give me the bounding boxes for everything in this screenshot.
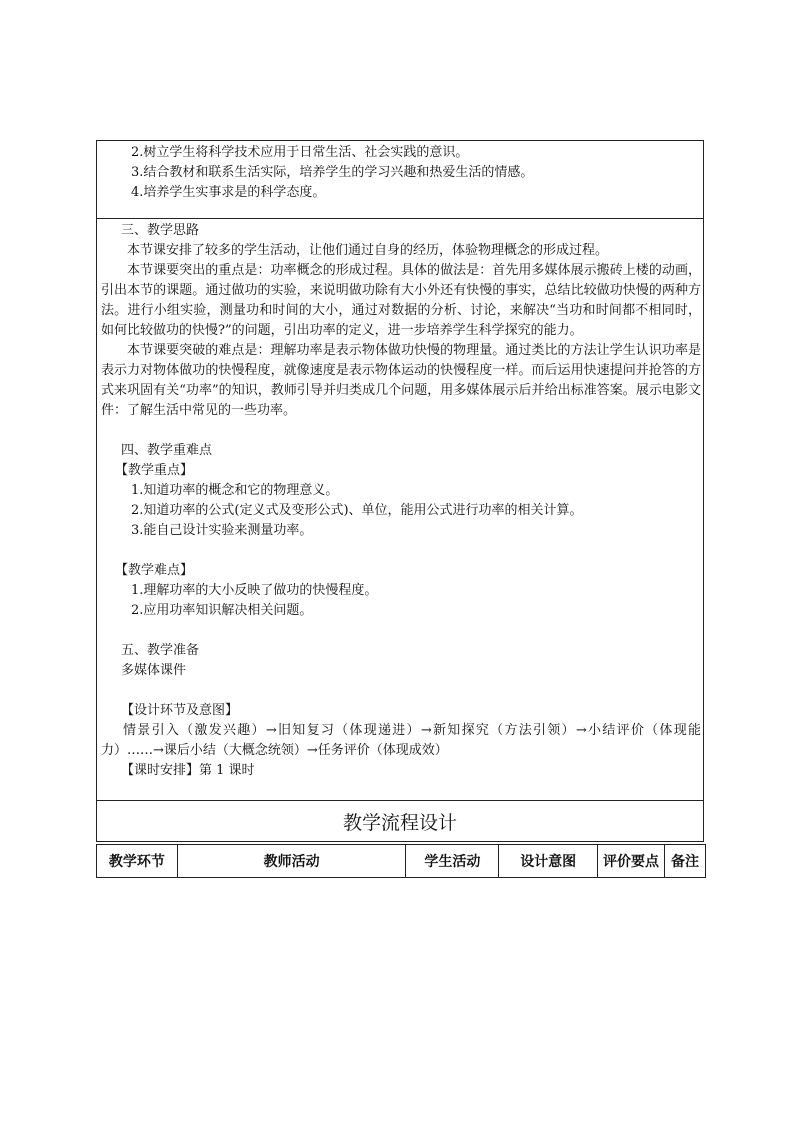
header-notes: 备注: [665, 845, 706, 878]
paragraph: 本节课安排了较多的学生活动，让他们通过自身的经历，体验物理概念的形成过程。: [127, 243, 609, 258]
main-content-cell: [97, 219, 703, 801]
goal-item: 4.培养学生实事求是的科学态度。: [131, 185, 326, 200]
flow-title: 教学流程设计: [342, 812, 457, 834]
header-evaluation: 评价要点: [598, 845, 665, 878]
preparation-content: 多媒体课件: [121, 663, 187, 678]
difficult-point: 1.理解功率的大小反映了做功的快慢程度。: [131, 583, 378, 598]
goal-item: 2.树立学生将科学技术应用于日常生活、社会实践的意识。: [131, 145, 469, 160]
goals-cell: [97, 141, 703, 219]
section-title: 四、教学重难点: [121, 443, 213, 458]
design-flow: 情景引入（激发兴趣）→旧知复习（体现递进）→新知探究（方法引领）→小结评价（体现能力）……→课后小结（大概念统领）→任务评价（体现成效）: [101, 723, 701, 758]
difficult-point: 2.应用功率知识解决相关问题。: [131, 603, 313, 618]
design-label: 【设计环节及意图】: [121, 703, 239, 718]
schedule: 【课时安排】第 1 课时: [121, 763, 255, 778]
flow-table-header: [96, 844, 706, 878]
paragraph: 本节课要突出的重点是：功率概念的形成过程。具体的做法是：首先用多媒体展示搬砖上楼的动画，引出本节的课题。通过做功的实验，来说明做功除有大小外还有快慢的事实，总结比较做功快慢的两种方法。进行小组实验，测量功和时间的大小，通过对数据的分析、讨论，来解决“当功和时间都不相同时，如何比较做功的快慢?”的问题，引出功率的定义，进一步培养学生科学探究的能力。: [101, 263, 701, 338]
lesson-plan-frame: [96, 140, 704, 842]
header-stage: 教学环节: [97, 845, 178, 878]
section-title: 三、教学思路: [121, 223, 200, 238]
paragraph: 本节课要突破的难点是：理解功率是表示物体做功快慢的物理量。通过类比的方法让学生认识功率是表示力对物体做功的快慢程度，就像速度是表示物体运动的快慢程度一样。而后运用快速提问并抢答的方式来巩固有关“功率”的知识，教师引导并归类成几个问题，用多媒体展示后并给出标准答案。展示电影文件：了解生活中常见的一些功率。: [101, 343, 701, 418]
header-student: 学生活动: [406, 845, 499, 878]
difficult-points-label: 【教学难点】: [115, 563, 194, 578]
key-point: 3.能自己设计实验来测量功率。: [131, 523, 313, 538]
flow-title-cell: [97, 801, 703, 841]
key-point: 2.知道功率的公式(定义式及变形公式)、单位，能用公式进行功率的相关计算。: [131, 503, 583, 518]
key-points-label: 【教学重点】: [115, 463, 194, 478]
goal-item: 3.结合教材和联系生活实际，培养学生的学习兴趣和热爱生活的情感。: [131, 165, 534, 180]
key-point: 1.知道功率的概念和它的物理意义。: [131, 483, 339, 498]
header-teacher: 教师活动: [177, 845, 406, 878]
section-title: 五、教学准备: [121, 643, 200, 658]
header-intent: 设计意图: [499, 845, 598, 878]
